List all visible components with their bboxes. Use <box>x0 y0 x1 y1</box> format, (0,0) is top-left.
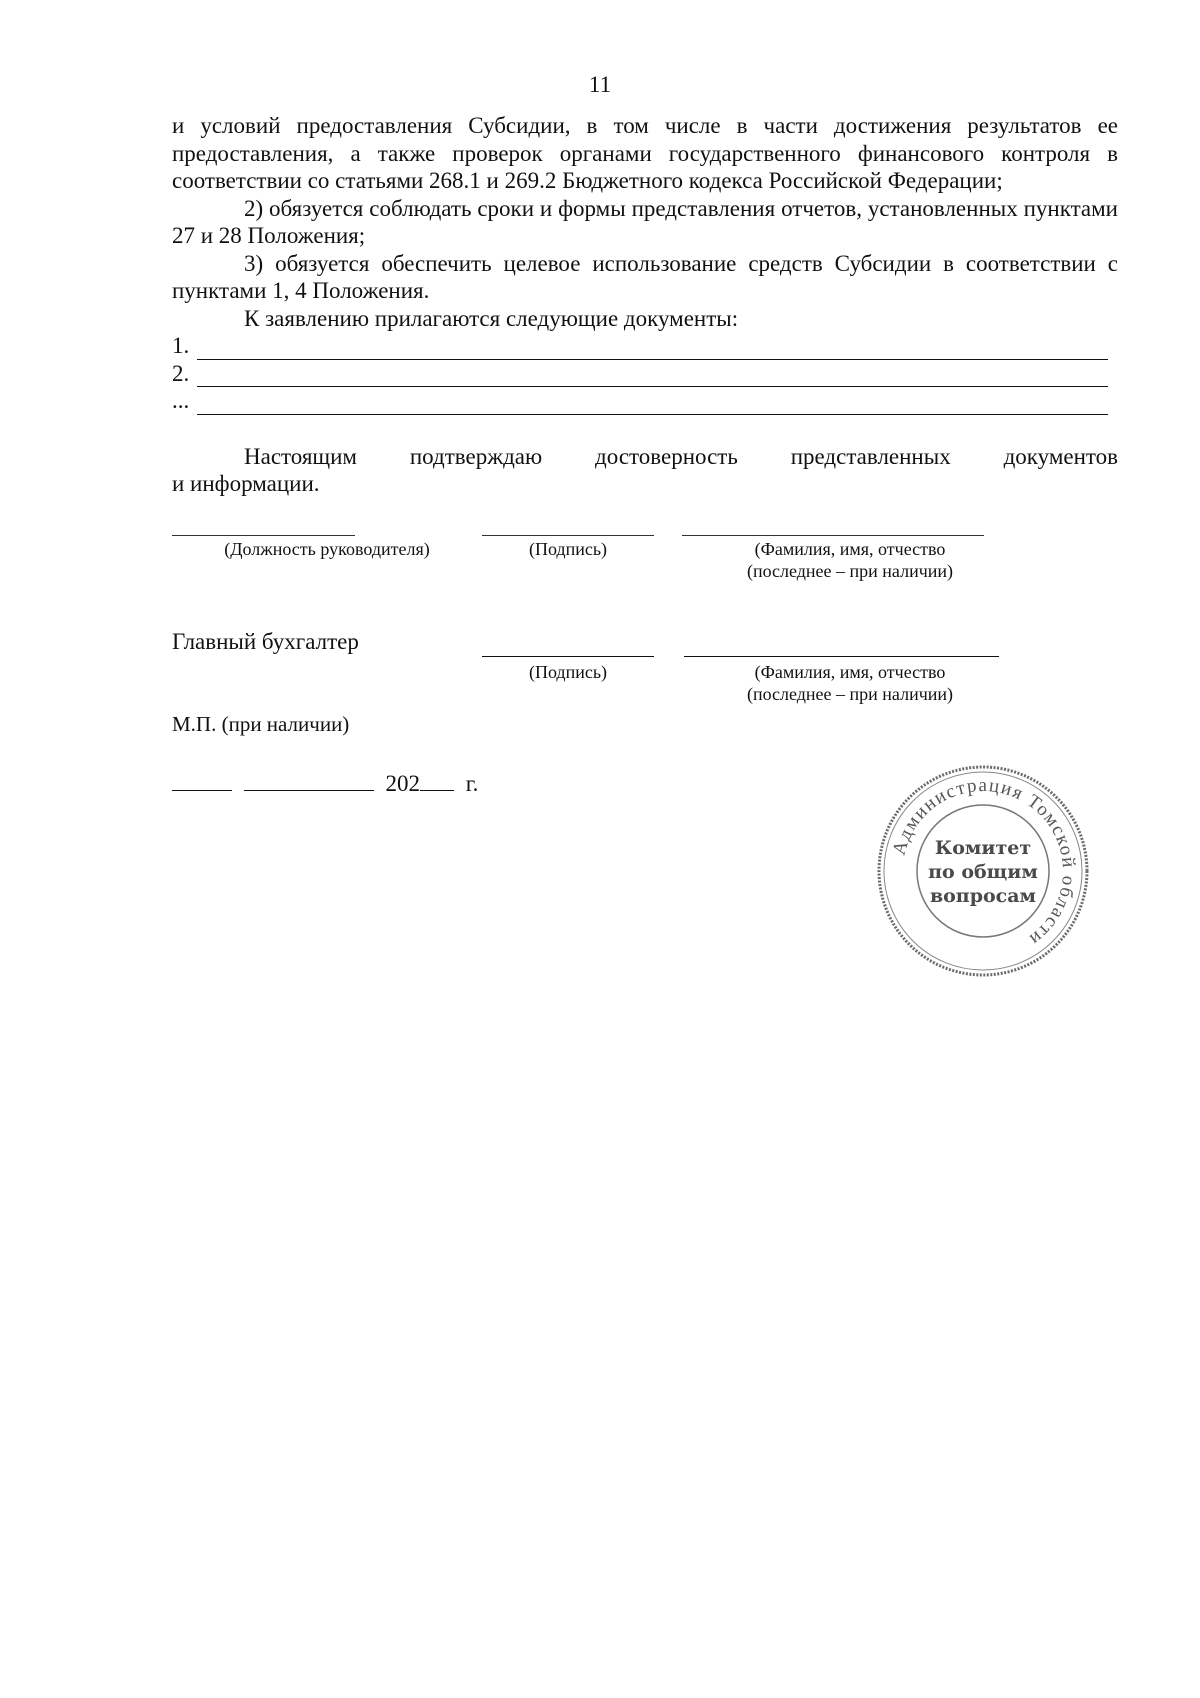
attachment-row-2 <box>172 360 1118 388</box>
date-line <box>172 768 478 797</box>
attachment-number: 2. <box>172 360 190 386</box>
accountant-signature-line[interactable] <box>482 656 654 657</box>
attachment-blank-line[interactable] <box>197 393 1108 415</box>
director-signature-line[interactable] <box>482 535 654 536</box>
date-year-prefix: 202 <box>385 771 420 796</box>
date-year-suffix: г. <box>465 771 479 796</box>
stamp-center-line-3: вопросам <box>929 885 1037 907</box>
accountant-name-line[interactable] <box>684 656 999 657</box>
stamp-center-text <box>872 836 1094 908</box>
confirmation-line-2: и информации. <box>172 471 320 496</box>
director-position-line[interactable] <box>172 535 355 536</box>
director-name-caption-line-1: (Фамилия, имя, отчество <box>754 539 946 559</box>
stamp-ring-text: Администрация Томской области <box>888 774 1080 951</box>
official-stamp <box>872 760 1094 982</box>
paragraph-reports: 2) обязуется соблюдать сроки и формы представления отчетов, установленных пунктами 27 и 28 Положения; <box>172 195 1118 248</box>
attachment-number: 1. <box>172 333 190 358</box>
attachment-number: ... <box>172 388 190 413</box>
attachment-blank-line[interactable] <box>197 365 1108 387</box>
document-body <box>172 112 1118 498</box>
accountant-name-caption-line-2: (последнее – при наличии) <box>746 684 954 704</box>
date-day-blank[interactable] <box>172 768 232 791</box>
accountant-name-caption-line-1: (Фамилия, имя, отчество <box>754 662 946 682</box>
paragraph-targeted-use: 3) обязуется обеспечить целевое использование средств Субсидии в соответствии с пунктами 1, 4 Положения. <box>172 250 1118 303</box>
date-year-blank[interactable] <box>420 768 454 791</box>
director-position-caption: (Должность руководителя) <box>224 539 430 559</box>
chief-accountant-label: Главный бухгалтер <box>172 629 359 654</box>
attachment-row-more <box>172 387 1118 415</box>
attachment-blank-line[interactable] <box>197 338 1108 360</box>
attachment-row-1 <box>172 332 1118 360</box>
accountant-signature-caption: (Подпись) <box>528 662 608 682</box>
paragraph-conditions: и условий предоставления Субсидии, в том числе в части достижения результатов ее предоставления, а также проверок органами государственного финансового контроля в соответствии со статьями 268.1 и 269.2 Бюджетного кодекса Российской Федерации; <box>172 113 1118 193</box>
director-name-line[interactable] <box>682 535 984 536</box>
stamp-center-line-1: Комитет <box>934 837 1032 859</box>
date-month-blank[interactable] <box>244 768 374 791</box>
director-name-caption-line-2: (последнее – при наличии) <box>746 561 954 581</box>
attachments-title: К заявлению прилагаются следующие документы: <box>244 305 739 331</box>
director-signature-caption: (Подпись) <box>528 539 608 559</box>
stamp-center-line-2: по общим <box>928 861 1038 883</box>
page-number: 11 <box>588 72 612 97</box>
confirmation-line-1: Настоящим подтверждаю достоверность представленных документов <box>244 443 1118 469</box>
seal-place-label: М.П. (при наличии) <box>172 712 350 736</box>
